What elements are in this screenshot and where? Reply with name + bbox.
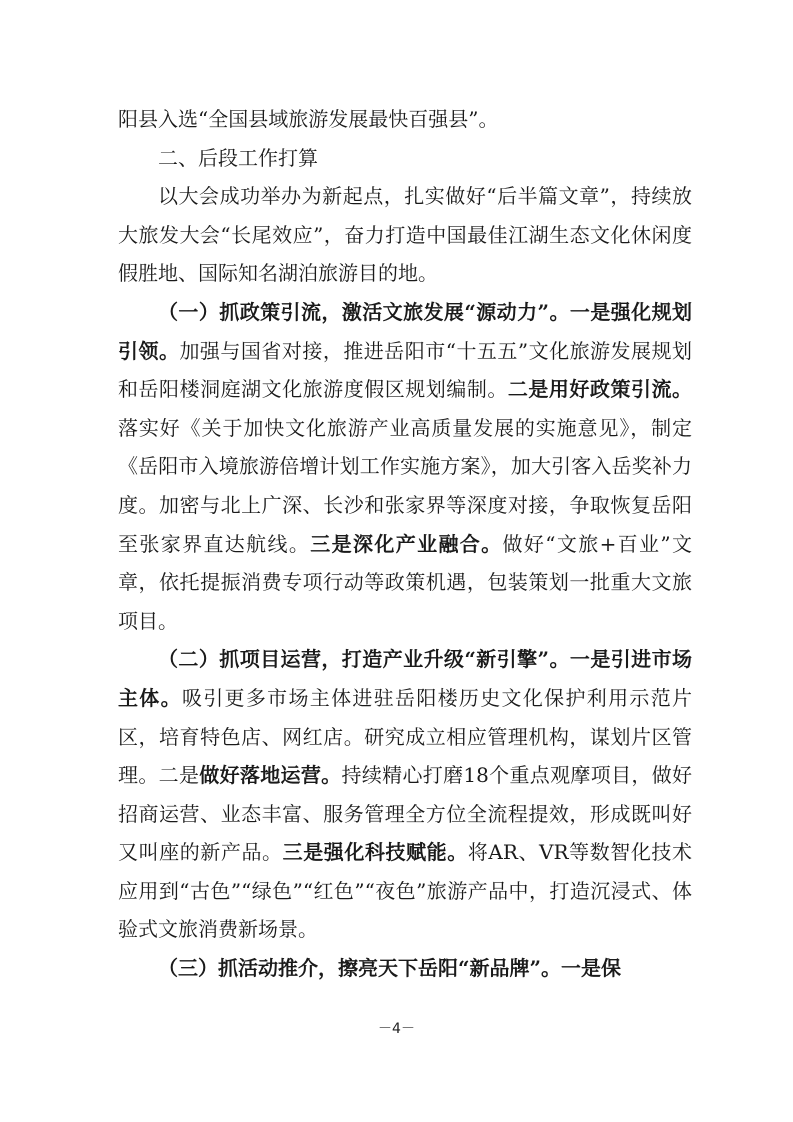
subsection-2 — [118, 640, 692, 949]
subsection-3-title: （三）抓活动推介，擦亮天下岳阳“新品牌”。 — [158, 956, 562, 981]
subsection-3 — [118, 949, 692, 988]
paragraph-intro: 以大会成功举办为新起点，扎实做好“后半篇文章”，持续放大旅发大会“长尾效应”，奋力打造中国最佳江湖生态文化休闲度假胜地、国际知名湖泊旅游目的地。 — [118, 184, 692, 286]
subsection-3-key-1: 一是保 — [561, 956, 622, 981]
section-heading: 二、后段工作打算 — [158, 145, 318, 170]
subsection-2-key-1: 一是引进市场主体。 — [118, 647, 693, 710]
subsection-1-key-2: 二是用好政策引流。 — [507, 377, 693, 402]
subsection-1-key-3: 三是深化产业融合。 — [310, 531, 503, 556]
page-number: －4－ — [378, 1021, 415, 1037]
subsection-2-text-3: 将AR、VR等数智化技术应用到“古色”“绿色”“红色”“夜色”旅游产品中，打造沉浸式、体验式文旅消费新场景。 — [118, 840, 693, 942]
subsection-1-text-1: 加强与国省对接，推进岳阳市“十五五”文化旅游发展规划和岳阳楼洞庭湖文化旅游度假区规划编制。 — [118, 338, 692, 402]
subsection-2-title: （二）抓项目运营，打造产业升级“新引擎”。 — [158, 647, 570, 672]
subsection-1-key-1: 一是强化规划引领。 — [118, 299, 693, 363]
paragraph-continuation: 阳县入选“全国县域旅游发展最快百强县”。 — [118, 107, 499, 131]
subsection-1-title: （一）抓政策引流，激活文旅发展“源动力”。 — [158, 299, 570, 324]
subsection-1-text-2: 落实好《关于加快文化旅游产业高质量发展的实施意见》，制定《岳阳市入境旅游倍增计划工作实施方案》，加大引客入岳奖补力度。加密与北上广深、长沙和张家界等深度对接，争取恢复岳阳至张家界直达航线。 — [118, 415, 692, 556]
subsection-1-text-3: 做好“文旅+百业”文章，依托提振消费专项行动等政策机遇，包装策划一批重大文旅项目。 — [118, 531, 692, 633]
subsection-2-key-3: 三是强化科技赋能。 — [282, 840, 468, 865]
subsection-2-text-2: 持续精心打磨18个重点观摩项目，做好招商运营、业态丰富、服务管理全方位全流程提效，形成既叫好又叫座的新产品。 — [118, 763, 693, 865]
subsection-2-text-1: 吸引更多市场主体进驻岳阳楼历史文化保护利用示范片区，培育特色店、网红店。研究成立相应管理机构，谋划片区管理。 — [118, 685, 693, 788]
document-body — [118, 100, 692, 988]
subsection-2-key-2: 做好落地运营。 — [199, 763, 342, 788]
subsection-1 — [118, 293, 692, 640]
subsection-2-key-2-prefix: 二是 — [158, 763, 200, 788]
